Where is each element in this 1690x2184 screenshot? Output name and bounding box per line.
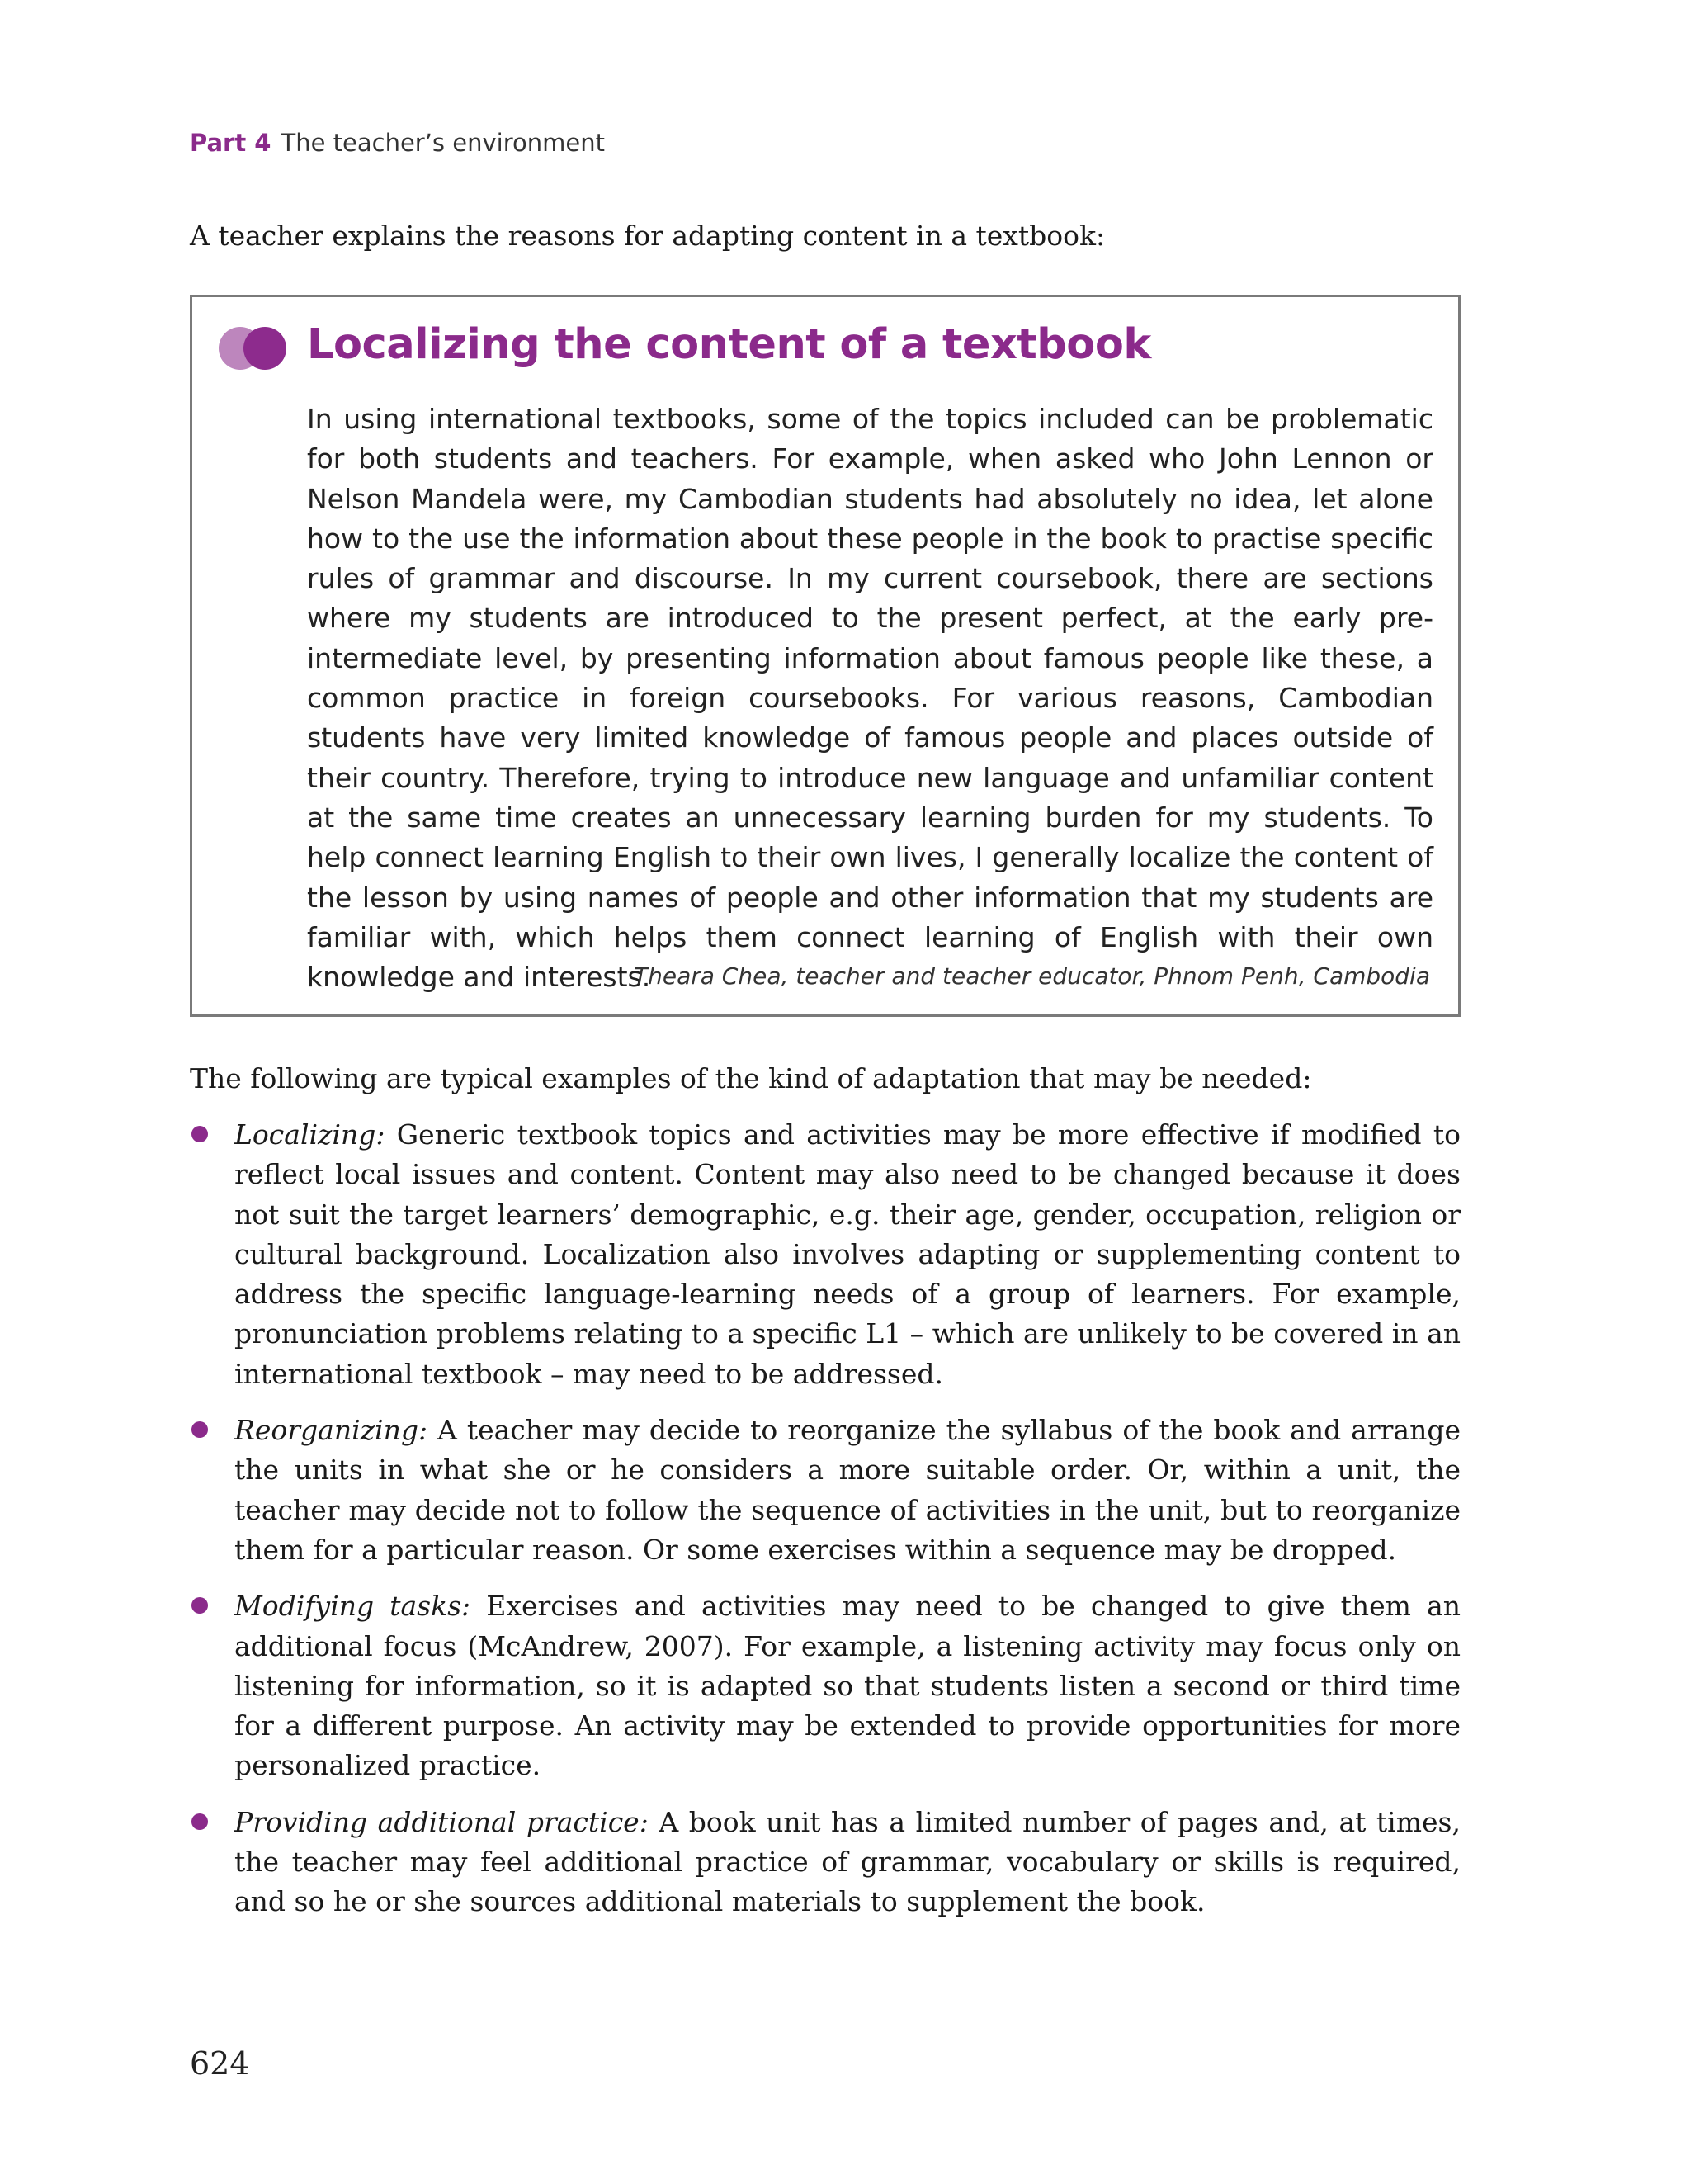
box-title: Localizing the content of a textbook xyxy=(307,320,1151,369)
quote-box xyxy=(190,295,1461,1017)
lead-text: The following are typical examples of the kind of adaptation that may be needed: xyxy=(190,1062,1312,1094)
bullet-term: Providing additional practice: xyxy=(234,1805,649,1838)
intro-text: A teacher explains the reasons for adapting content in a textbook: xyxy=(190,220,1106,252)
double-circle-icon xyxy=(219,327,288,371)
bullet-icon xyxy=(191,1421,208,1438)
box-attribution: Theara Chea, teacher and teacher educator, Phnom Penh, Cambodia xyxy=(634,962,1430,990)
bullet-text: Generic textbook topics and activities may be more effective if modified to reflect local issues and content. Content may also need to be changed because it does not suit the target learners’ demographic, e.g. their age, gender, occupation, religion or cultural background. Localization also involves adapting or supplementing content to address the specific language-learning needs of a group of learners. For example, pronunciation problems relating to a specific L1 – which are unlikely to be covered in an international textbook – may need to be addressed. xyxy=(234,1118,1461,1390)
bullet-term: Reorganizing: xyxy=(234,1414,428,1447)
bullet-text: Exercises and activities may need to be changed to give them an additional focus (McAndrew, 2007). For example, a listening activity may focus only on listening for information, so it is adapted so that students listen a second or third time for a different purpose. An activity may be extended to provide opportunities for more personalized practice. xyxy=(234,1590,1461,1782)
bullet-term: Localizing: xyxy=(234,1118,385,1151)
list-item xyxy=(190,1586,1461,1785)
list-item xyxy=(190,1115,1461,1394)
part-label: Part 4 xyxy=(190,129,271,157)
list-item xyxy=(190,1803,1461,1922)
box-body: In using international textbooks, some of the topics included can be problematic for both students and teachers. For example, when asked who John Lennon or Nelson Mandela were, my Cambodian students had absolutely no idea, let alone how to the use the information about these people in the book to practise specific rules of grammar and discourse. In my current coursebook, there are sections where my students are introduced to the present perfect, at the early pre-intermediate level, by presenting information about famous people like these, a common practice in foreign coursebooks. For various reasons, Cambodian students have very limited knowledge of famous people and places outside of their country. Therefore, trying to introduce new language and unfamiliar content at the same time creates an unnecessary learning burden for my students. To help connect learning English to their own lives, I generally localize the content of the lesson by using names of people and other information that my students are familiar with, which helps them connect learning of English with their own knowledge and interests. xyxy=(307,403,1433,994)
bullet-term: Modifying tasks: xyxy=(234,1590,471,1623)
bullet-text: A book unit has a limited number of pages and, at times, the teacher may feel additional practice of grammar, vocabulary or skills is required, and so he or she sources additional materials to supplement the book. xyxy=(234,1805,1461,1918)
list-item xyxy=(190,1411,1461,1570)
bullet-icon xyxy=(191,1813,208,1830)
bullet-icon xyxy=(191,1126,208,1142)
adaptation-list xyxy=(190,1115,1461,1939)
page-number: 624 xyxy=(190,2045,250,2082)
bullet-icon xyxy=(191,1597,208,1614)
running-head xyxy=(190,129,605,157)
chapter-title: The teacher’s environment xyxy=(281,129,605,157)
bullet-text: A teacher may decide to reorganize the syllabus of the book and arrange the units in what she or he considers a more suitable order. Or, within a unit, the teacher may decide not to follow the sequence of activities in the unit, but to reorganize them for a particular reason. Or some exercises within a sequence may be dropped. xyxy=(234,1414,1461,1566)
